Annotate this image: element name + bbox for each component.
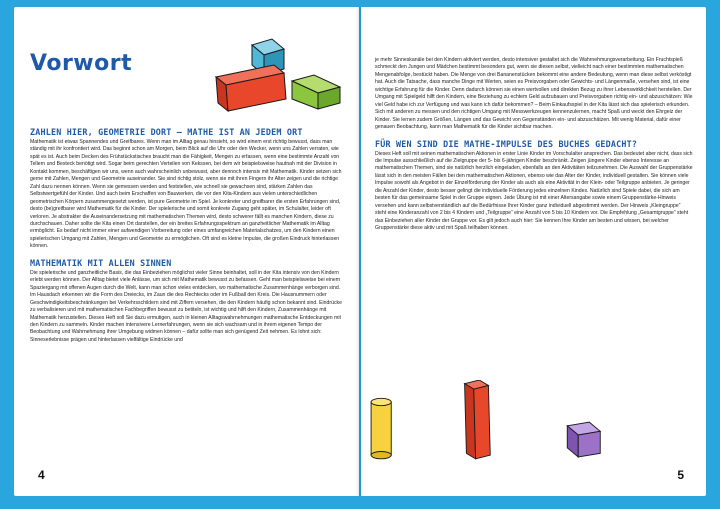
- section-senses: [30, 258, 342, 345]
- section-intro: [30, 127, 342, 251]
- section-audience: [375, 139, 693, 233]
- section-heading: FÜR WEN SIND DIE MATHE-IMPULSE DES BUCHES GEDACHT?: [375, 138, 638, 149]
- intro-text: je mehr Sinneskanäle bei den Kindern aktiviert werden, desto intensiver gestaltet sich die Wahrnehmungsverarbeitung. Ein Fruchtspieß schmeckt den Jungen und Mädchen bestimmt besonders gut, wenn sie diesen selbst, vielleicht nach einer bestimmten mathematischen Mengenabfolge, bestückt haben. Die Menge von drei Bananenstücken bekommt eine andere Bedeutung, wenn man diese selbst verköstigt hat. Auch die Tatsache, dass manche Dinge mit Werten, seien es Preisvorgaben oder Gewichts- und Längenmaße, versehen sind, ist eine wichtige Erfahrung für die Kinder. Denn dadurch können sie einen wertvollen und direkten Bezug zu ihrer Lebenswirklichkeit herstellen. Der Umgang mit Spielgeld hilft den Kindern, eine Beziehung zu echtem Geld aufzubauen und Preisvorgaben richtig ein- und abzuschätzen: Wie viel Geld habe ich zur Verfügung und was kann ich dafür bekommen? – Beim Einkaufsspiel in der Kita lässt sich das spielerisch erkunden. Sich mit anderen zu messen und den richtigen Umgang mit Messwerkzeugen kennenzulernen, macht Spaß und weckt den Ehrgeiz der Kinder. Sie lernen zudem Größen, Längen und das Gewicht von Gegenständen ein- und abzuschätzen. Mit wenig Material, dafür einer genauen Beobachtung, kann man Mathematik für die Kinder sichtbar machen.: [375, 57, 693, 131]
- page-number-right: 5: [677, 468, 684, 482]
- section-tab-label: VORWORT: [650, 10, 706, 21]
- purple-cube: [567, 422, 600, 457]
- section-heading: ZAHLEN HIER, GEOMETRIE DORT – MATHE IST AN JEDEM ORT: [30, 127, 303, 137]
- page-number-left: 4: [38, 468, 45, 482]
- section-text: Dieses Heft soll mit seinen mathematischen Aktionen in erster Linie Kinder im Vorschulalter ansprechen. Das bedeutet aber nicht, dass sich die Impulse ausschließlich auf die Zielgruppe der 5- bis 6-jährigen Kinder beschränkt. Zeigen jüngere Kinder ebenso Interesse an mathematischen Themen, sind sie natürlich herzlich eingeladen, ebenfalls an den Aktivitäten teilzunehmen. Die Auswahl der Gruppenstärke lässt sich in den meisten Fällen bei den mathematischen Aktionen, ebenso wie das Alter der Kinder, individuell gestalten. Sie können viele Impulse sowohl als Angebot in der Einzelförderung der Kinder als auch als eine Aktivität in der Klein- oder Teilgruppe anbieten. Je geringer die Anzahl der Kinder, desto besser gelingt die individuelle Förderung jedes einzelnen Kindes. Natürlich sind Spiele dabei, die sich am besten für das gemeinsame Spiel in der Gruppe eignen. Jede Übung ist mit einer Altersangabe sowie einem Gruppenstärke-Hinweis versehen und kann selbstverständlich auf die Bedürfnisse Ihrer Kinder ganz individuell abgestimmt werden. Der Hinweis „Kleingruppe“ steht eine Kinderanzahl von 2 bis 4 Kindern und „Teilgruppe“ eine Anzahl von 5 bis 10 Kindern vor. Die Empfehlung „Gesamtgruppe“ steht das Einbeziehen aller Kinder der Gruppe vor. Es gilt jedoch auch hier: Sie kennen Ihre Kinder am besten und wissen, bei welcher Gruppenstärke diese aktiv und mit Spaß teilhaben können.: [375, 150, 693, 232]
- right-column: [375, 57, 693, 240]
- section-text: Die spielerische und ganzheitliche Basis, die das Einbeziehen möglichst vieler Sinne beinhaltet, soll in der Kita intensiv von den Kindern erlebt werden können. Der Alltag bietet viele Anlässe, um sich mit Mathematik bewusst zu befassen. Geht man beispielsweise bei einem Spaziergang mit offenen Augen durch die Welt, kann man schon vieles entdecken, wo mathematische Zusammenhänge verborgen sind. Im Hausdach erkennen wir die Form des Dreiecks, im Zaun die des Rechtecks oder im Fußball den Kreis. Die Hausnummern oder Geschwindigkeitsbeschränkungen bei Verkehrsschildern sind mit Ziffern versehen, die den Kindern häufig schon bekannt sind. Eindrücke zu verbalisieren und mit mathematischen Fachbegriffen bewusst zu betiteln, ist wichtig und hilft den Kindern, Zusammenhänge mit Mathematik herzustellen. Dieses Heft soll Sie dazu ermutigen, auch in kleinen Alltagswahrnehmungen mathematische Entdeckungen mit den Kindern zu sammeln. Kinder machen intensivere Lernerfahrungen, wenn sie sich wachsam und in ihrem eigenen Tempo der Beobachtung und Wahrnehmung ihrer Umgebung widmen können – dafür sollte man sich genügend Zeit nehmen. Es lohnt sich: Sinneserlebnisse prägen und hinterlassen vielfältige Eindrücke und: [30, 269, 342, 343]
- page-title: Vorwort: [30, 51, 133, 76]
- section-heading: MATHEMATIK MIT ALLEN SINNEN: [30, 257, 172, 268]
- colorful-shapes-illustration: [350, 380, 680, 490]
- red-tall-block: [465, 380, 491, 459]
- wooden-blocks-illustration: [214, 37, 344, 117]
- left-column: [30, 127, 342, 351]
- green-block: [292, 75, 340, 109]
- red-block: [216, 65, 286, 111]
- left-page: [14, 7, 359, 496]
- section-text: Mathematik ist etwas Spannendes und Greifbares. Wenn man im Alltag genau hinsieht, so wird einem erst richtig bewusst, dass man ständig mit ihr konfrontiert wird. Das beginnt schon am Morgen, beim Blick auf die Uhr oder den Wecker, wenn uns Zahlen verraten, wie spät es ist. Auch beim Decken des Frühstückstisches braucht man die Fähigkeit, Mengen zu erfassen, wenn eine bestimmte Anzahl von Tellern und Besteck benötigt wird. Sogar beim gerechten Verteilen von Kekssen, bei dem wir beispielsweise hautnah mit der Division in Kontakt kommen, beschäftigen wir uns, wenn auch wahrscheinlich unbewusst, aber dennoch intensiv mit Mathematik. Kinder setzen sich gerne mit Zahlen, Mengen und Geometrie auseinander. Sie sind richtig stolz, wenn sie mit ihren Fingern ihr Alter zeigen und die richtige Zahl dazu nennen können. Wenn sie gemessen werden und feststellen, wie schnell sie gewachsen sind, stärken Zahlen das Selbstwertgefühl der Kinder. Und auch beim Erschaffen von Bauwerken, die vor den Kita-Kindern aus vielen unterschiedlichen geometrischen Körpern zusammengesetzt werden, ist pure Geometrie im Spiel. Je konkreter und greifbarer die ersten Erfahrungen sind, desto (be)greifbarer wird Mathematik für die Kinder. Der spielerische und somit konkrete Zugang geht später, im Schulalter, leider oft verloren. Je abstrakter die Auseinandersetzung mit mathematischen Themen wird, desto schwerer fällt es manchen Kindern, diese zu durchschauen. Daher sollte die Kita einen Ort darstellen, der ein breites Erfahrungsspektrum an ganzheitlicher Mathematik im Alltag ermöglicht. Es bedarf nicht immer einer aufwendigen Vorbereitung oder eines umfangreichen Materialschatzes, um den Kindern einen spielerischen Umgang mit Zahlen, Mengen und Geometrie zu ermöglichen. Oft sind es kleine Impulse, die großen Eindruck hinterlassen können.: [30, 139, 342, 250]
- yellow-cylinder: [371, 398, 391, 459]
